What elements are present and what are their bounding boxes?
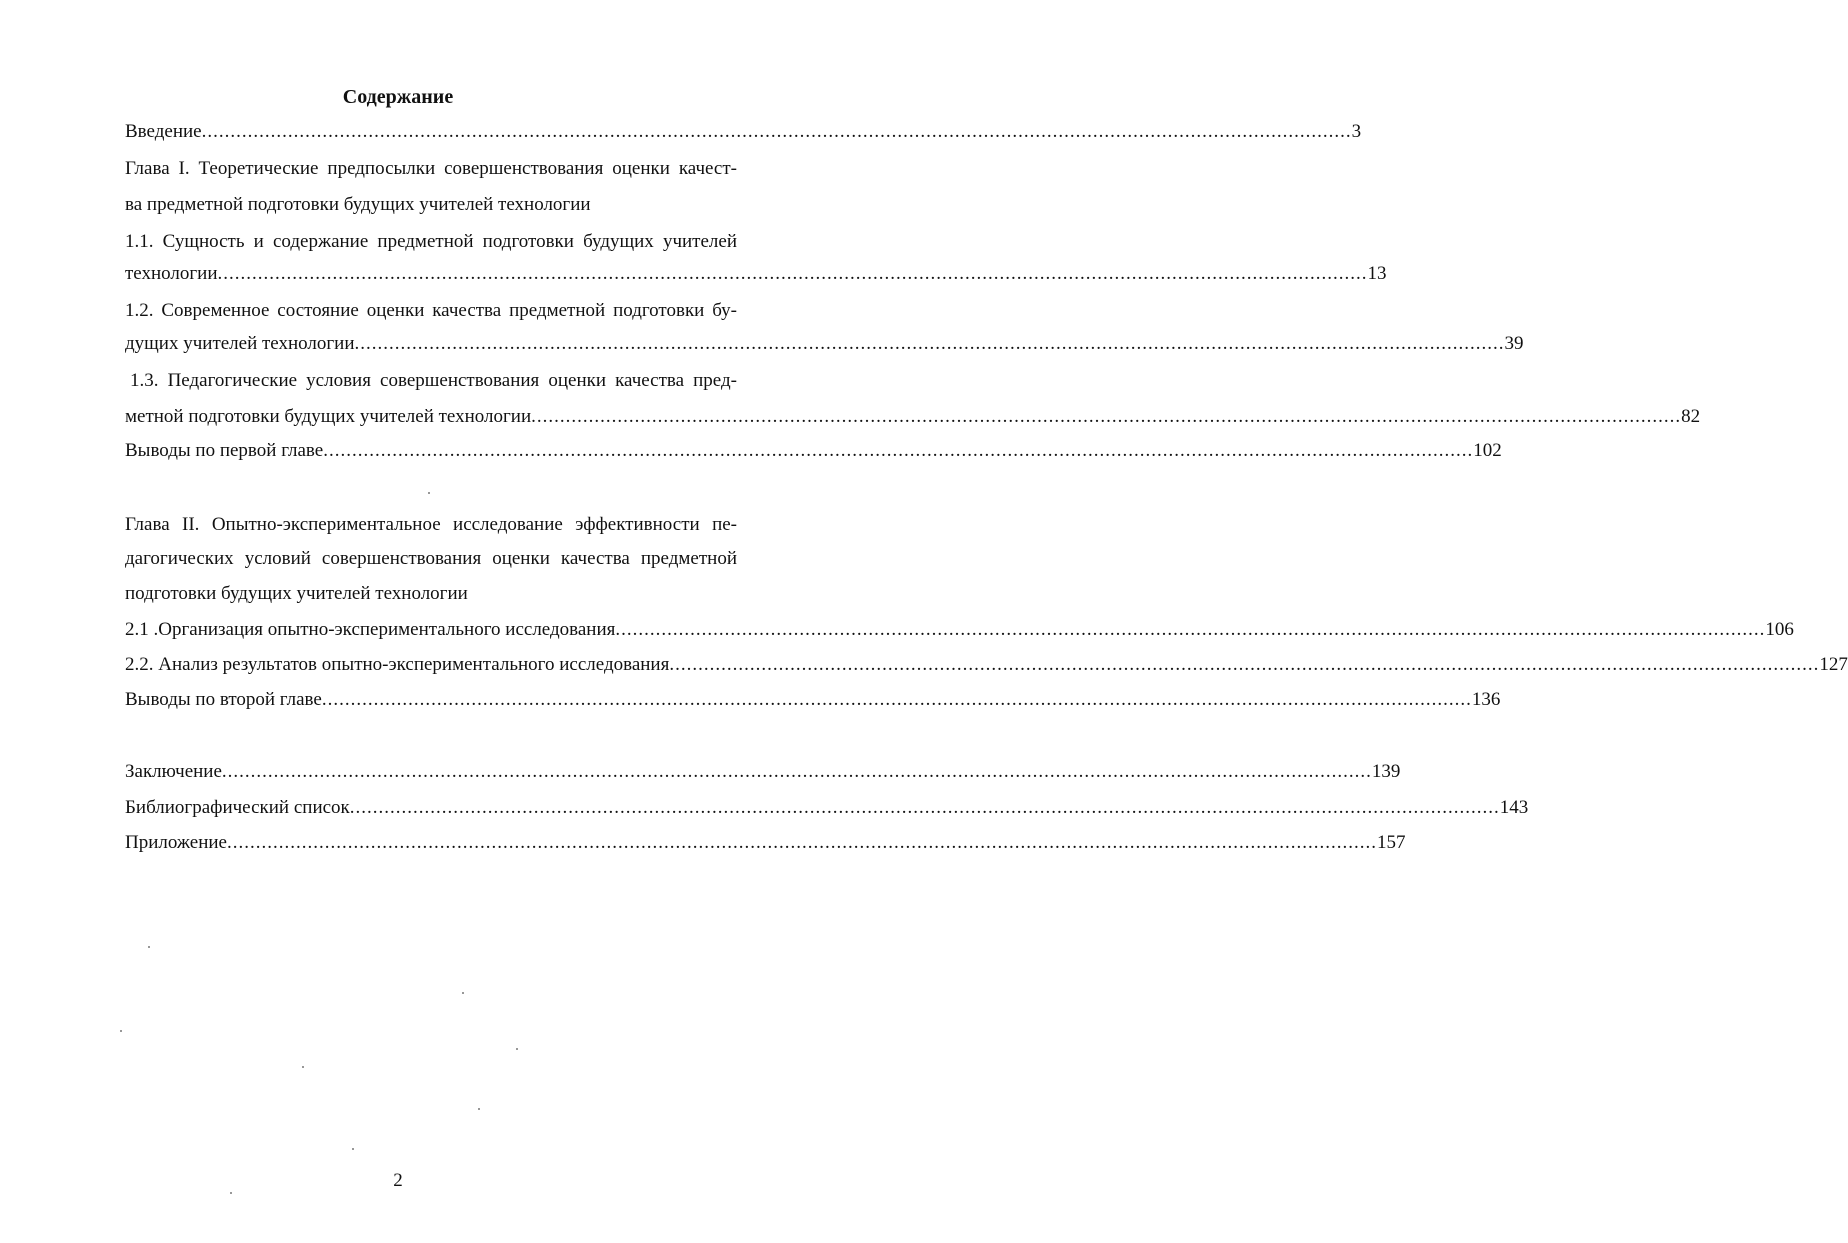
scan-speck	[516, 1048, 518, 1050]
section-1-3-line-1[interactable]: 1.3. Педагогические условия совершенствования оценки качества пред-	[130, 370, 737, 391]
chapter-1-title-line-1[interactable]: Глава I. Теоретические предпосылки совершенствования оценки качест-	[125, 158, 737, 179]
toc-entry-chapter-2-conclusions[interactable]	[125, 687, 1501, 713]
chapter-1-title-line-2[interactable]: ва предметной подготовки будущих учителей технологии	[125, 194, 591, 215]
chapter-2-title-line-3[interactable]: подготовки будущих учителей технологии	[125, 583, 468, 604]
toc-entry-text: 2.2. Анализ результатов опытно-экспериментального исследования	[125, 654, 670, 675]
dot-leader: ........................................................................................................................................................................................................	[201, 121, 1352, 142]
chapter-2-title-line-2[interactable]: дагогических условий совершенствования оценки качества предметной	[125, 548, 737, 569]
dot-leader: ........................................................................................................................................................................................................	[615, 619, 1766, 640]
toc-entry-text: Заключение	[125, 761, 222, 782]
dot-leader: ........................................................................................................................................................................................................	[321, 689, 1472, 710]
chapter-2-title-line-1[interactable]: Глава II. Опытно-экспериментальное исследование эффективности пе-	[125, 514, 737, 535]
toc-page-number: 139	[1371, 761, 1401, 782]
toc-entry-text: 2.1 .Организация опытно-экспериментального исследования	[125, 619, 616, 640]
toc-entry-text: Приложение	[125, 832, 227, 853]
toc-entry-section-2-2[interactable]	[125, 652, 1848, 678]
dot-leader: ........................................................................................................................................................................................................	[354, 333, 1505, 354]
section-1-1-line-2[interactable]	[125, 261, 1387, 287]
toc-page-number: 3	[1351, 121, 1362, 142]
toc-entry-appendix[interactable]	[125, 830, 1406, 856]
dot-leader: ........................................................................................................................................................................................................	[323, 440, 1474, 461]
toc-entry-text: Выводы по первой главе	[125, 440, 324, 461]
scan-speck	[428, 492, 430, 494]
toc-page-number: 82	[1681, 406, 1701, 427]
toc-entry-chapter-1-conclusions[interactable]	[125, 438, 1502, 464]
scan-speck	[462, 992, 464, 994]
section-1-2-line-1[interactable]: 1.2. Современное состояние оценки качества предметной подготовки бу-	[125, 300, 737, 321]
scan-speck	[478, 1108, 480, 1110]
dot-leader: ........................................................................................................................................................................................................	[226, 832, 1377, 853]
toc-entry-text: технологии	[125, 263, 218, 284]
scan-speck	[230, 1192, 232, 1194]
toc-entry-text: дущих учителей технологии	[125, 333, 355, 354]
section-1-3-line-2[interactable]	[125, 404, 1701, 430]
toc-page-number: 127	[1819, 654, 1848, 675]
scan-speck	[120, 1030, 122, 1032]
toc-page-number: 157	[1376, 832, 1406, 853]
toc-page-number: 39	[1504, 333, 1524, 354]
section-1-2-line-2[interactable]	[125, 331, 1524, 357]
toc-entry-text: метной подготовки будущих учителей технологии	[125, 406, 532, 427]
dot-leader: ........................................................................................................................................................................................................	[221, 761, 1372, 782]
toc-page-number: 102	[1473, 440, 1502, 461]
toc-entry-text: Библиографический список	[125, 797, 350, 818]
toc-page-number: 13	[1367, 263, 1387, 284]
scan-speck	[148, 946, 150, 948]
toc-entry-text: Выводы по второй главе	[125, 689, 322, 710]
scan-speck	[352, 1148, 354, 1150]
toc-page-number: 136	[1471, 689, 1501, 710]
dot-leader: ........................................................................................................................................................................................................	[531, 406, 1682, 427]
toc-entry-conclusion[interactable]	[125, 759, 1401, 785]
toc-entry-section-2-1[interactable]	[125, 617, 1794, 643]
dot-leader: ........................................................................................................................................................................................................	[217, 263, 1368, 284]
toc-page-number: 106	[1765, 619, 1794, 640]
page-number: 2	[393, 1170, 403, 1191]
section-1-1-line-1[interactable]: 1.1. Сущность и содержание предметной подготовки будущих учителей	[125, 231, 737, 252]
dot-leader: ........................................................................................................................................................................................................	[349, 797, 1500, 818]
toc-entry-text: Введение	[125, 121, 202, 142]
toc-page-number: 143	[1499, 797, 1529, 818]
dot-leader: ........................................................................................................................................................................................................	[669, 654, 1820, 675]
page-title: Содержание	[342, 86, 454, 108]
scan-speck	[302, 1066, 304, 1068]
toc-entry-intro[interactable]	[125, 119, 1362, 145]
toc-entry-bibliography[interactable]	[125, 795, 1529, 821]
